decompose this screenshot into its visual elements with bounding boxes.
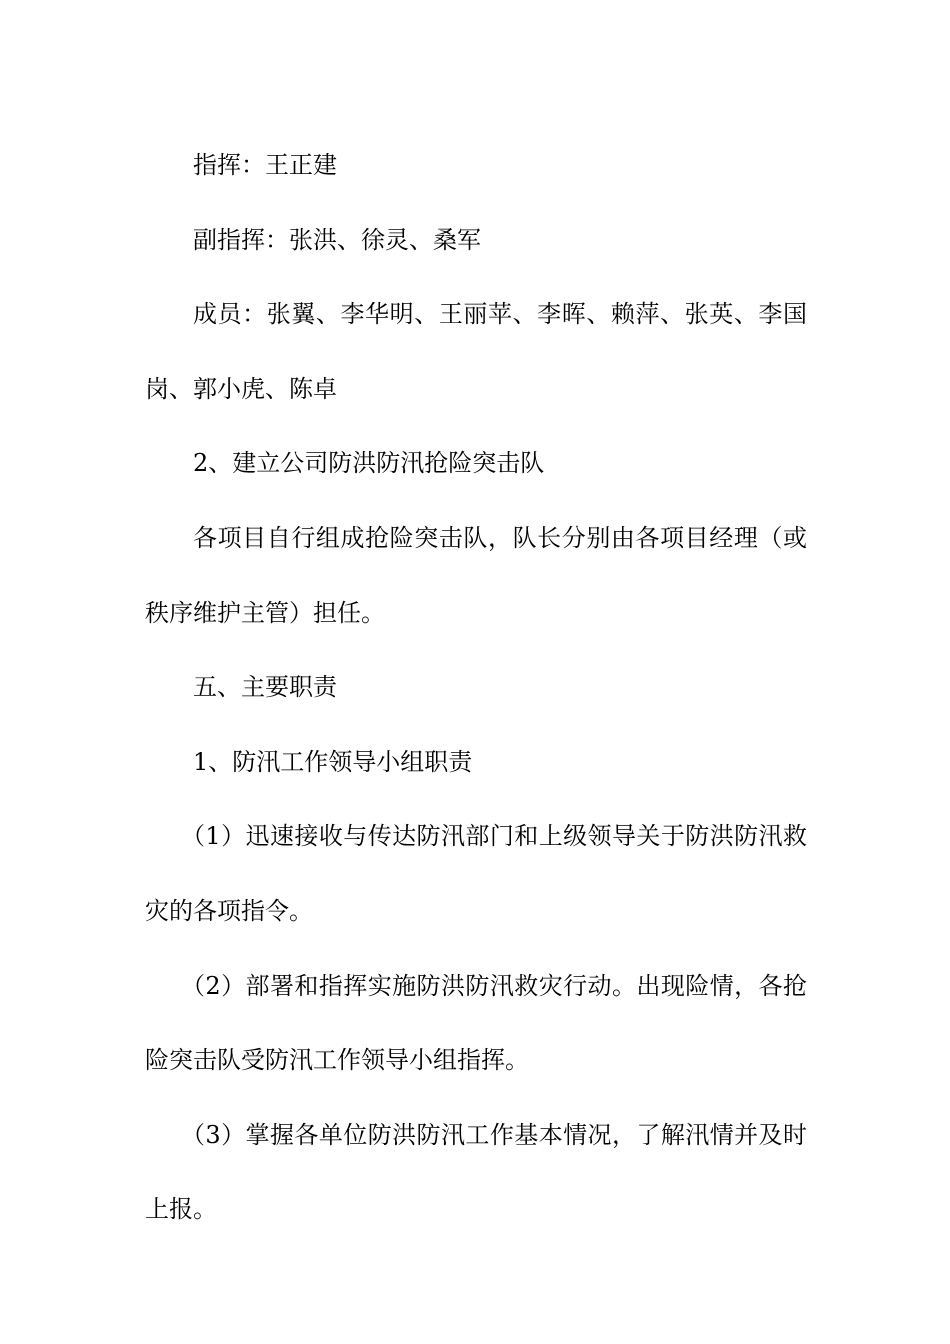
paragraph-section-2-heading: 2、建立公司防洪防汛抢险突击队: [193, 449, 545, 478]
paragraph-section-5-heading: 五、主要职责: [193, 673, 337, 702]
paragraph-commander: 指挥：王正建: [193, 151, 337, 179]
paragraph-duty-2: （2）部署和指挥实施防洪防汛救灾行动。出现险情，各抢险突击队受防汛工作领导小组指挥。: [145, 971, 807, 1075]
paragraph-duty-3: （3）掌握各单位防洪防汛工作基本情况，了解汛情并及时上报。: [145, 1120, 807, 1224]
paragraph-deputy-commander: 副指挥：张洪、徐灵、桑军: [193, 225, 481, 254]
paragraph-members: 成员：张翼、李华明、王丽苹、李晖、赖萍、张英、李国岗、郭小虎、陈卓: [145, 300, 807, 403]
document-body: [145, 128, 807, 1247]
paragraph-duty-1: （1）迅速接收与传达防汛部门和上级领导关于防洪防汛救灾的各项指令。: [145, 822, 807, 925]
paragraph-subsection-1-heading: 1、防汛工作领导小组职责: [193, 747, 473, 776]
paragraph-rescue-team: 各项目自行组成抢险突击队，队长分别由各项目经理（或秩序维护主管）担任。: [145, 523, 807, 627]
